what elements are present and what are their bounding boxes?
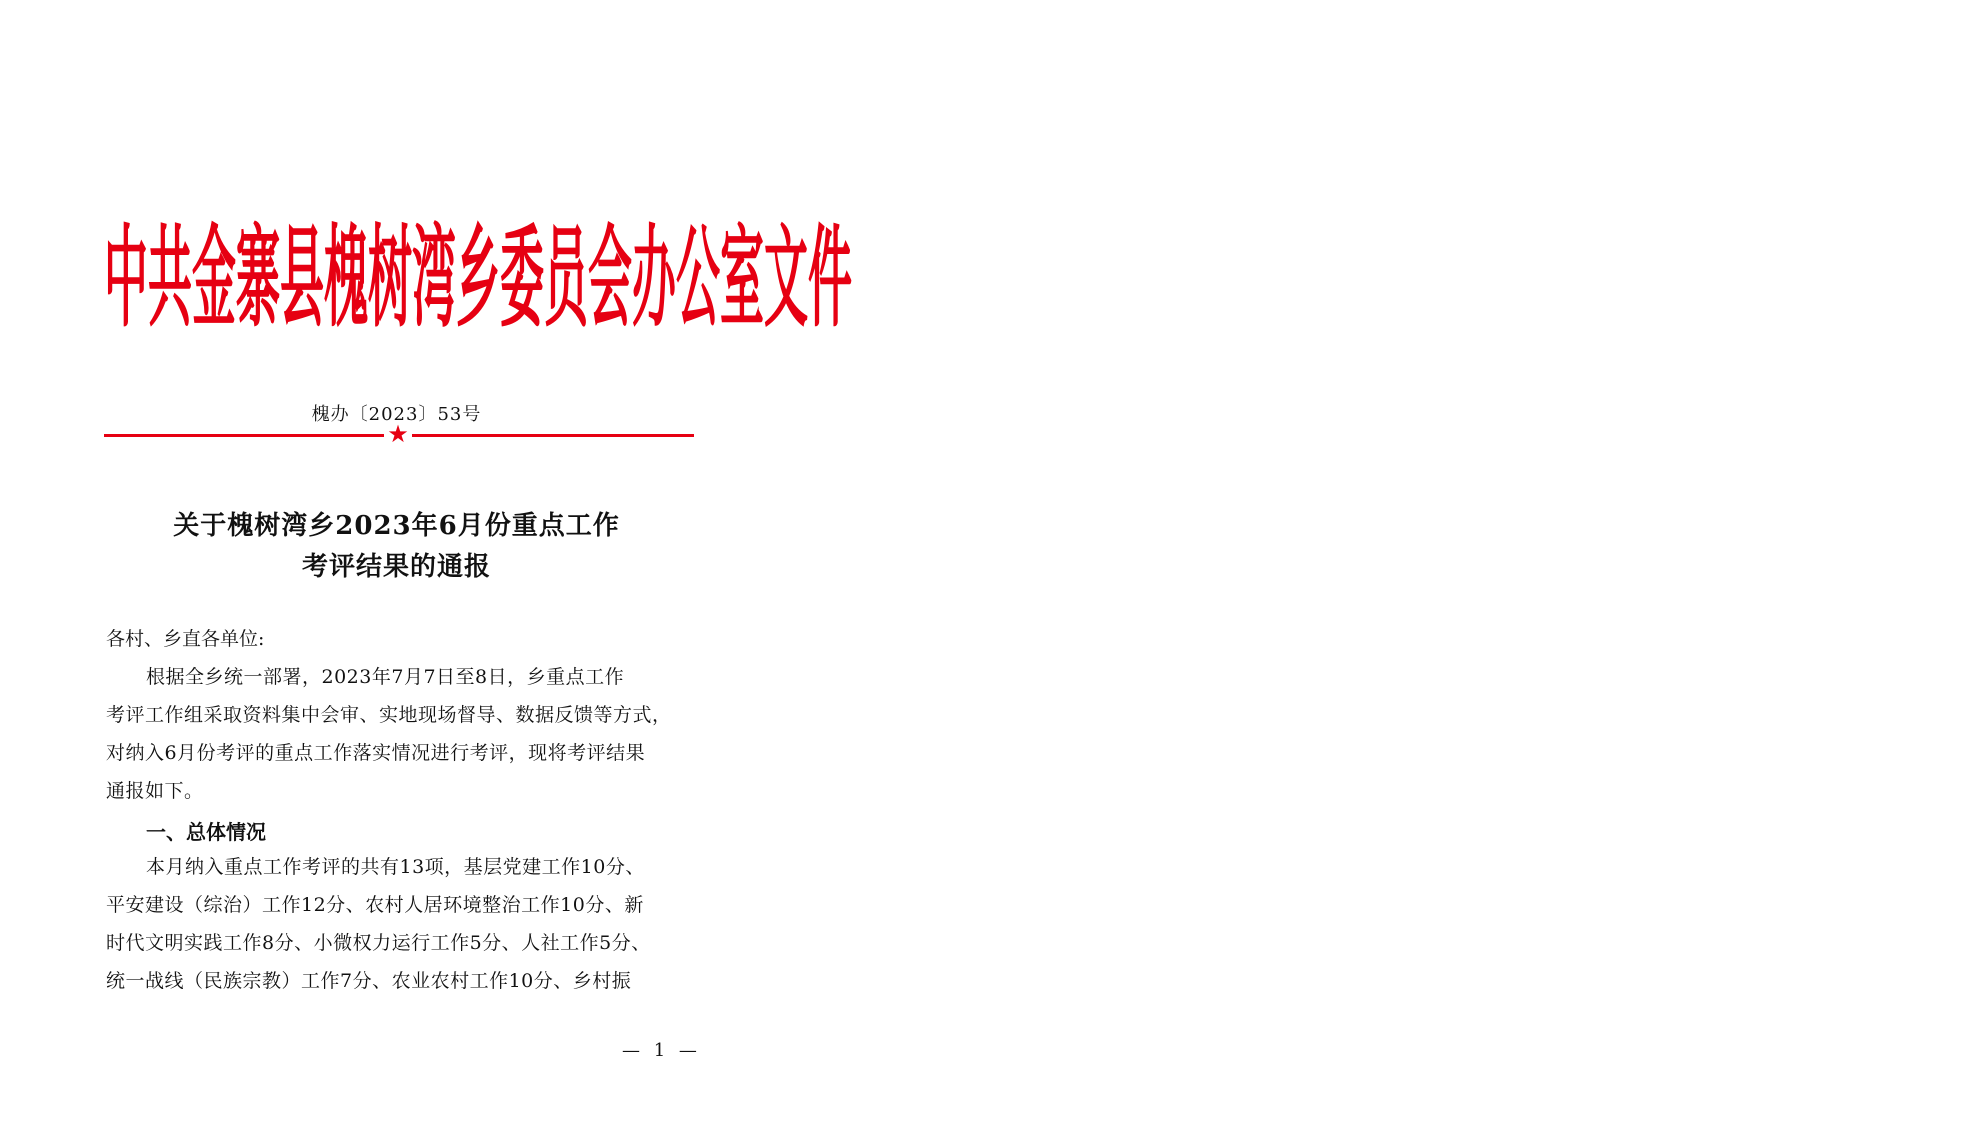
organization-header — [104, 212, 852, 344]
paragraph-line: 考评工作组采取资料集中会审、实地现场督导、数据反馈等方式， — [106, 704, 672, 726]
star-icon: ★ — [387, 420, 409, 448]
paragraph-line: 根据全乡统一部署，2023年7月7日至8日，乡重点工作 — [146, 666, 625, 688]
header-rule-left — [104, 434, 384, 437]
paragraph-line: 统一战线（民族宗教）工作7分、农业农村工作10分、乡村振 — [106, 970, 632, 992]
paragraph-line: 本月纳入重点工作考评的共有13项，基层党建工作10分、 — [146, 856, 645, 878]
document-title-line-2: 考评结果的通报 — [301, 552, 491, 582]
paragraph-line: 通报如下。 — [106, 780, 204, 802]
paragraph-line: 对纳入6月份考评的重点工作落实情况进行考评，现将考评结果 — [106, 742, 646, 764]
page-number: — 1 — — [622, 1040, 701, 1061]
paragraph-line: 平安建设（综治）工作12分、农村人居环境整治工作10分、新 — [106, 894, 644, 916]
section-heading: 一、总体情况 — [146, 820, 266, 844]
paragraph-line: 时代文明实践工作8分、小微权力运行工作5分、人社工作5分、 — [106, 932, 651, 954]
organization-header-text: 中共金寨县槐树湾乡委员会办公室文件 — [104, 214, 852, 342]
header-rule-right — [412, 434, 694, 437]
document-title-line-1: 关于槐树湾乡2023年6月份重点工作 — [173, 511, 620, 541]
salutation: 各村、乡直各单位: — [106, 628, 265, 650]
document-number: 槐办〔2023〕53号 — [311, 404, 482, 425]
